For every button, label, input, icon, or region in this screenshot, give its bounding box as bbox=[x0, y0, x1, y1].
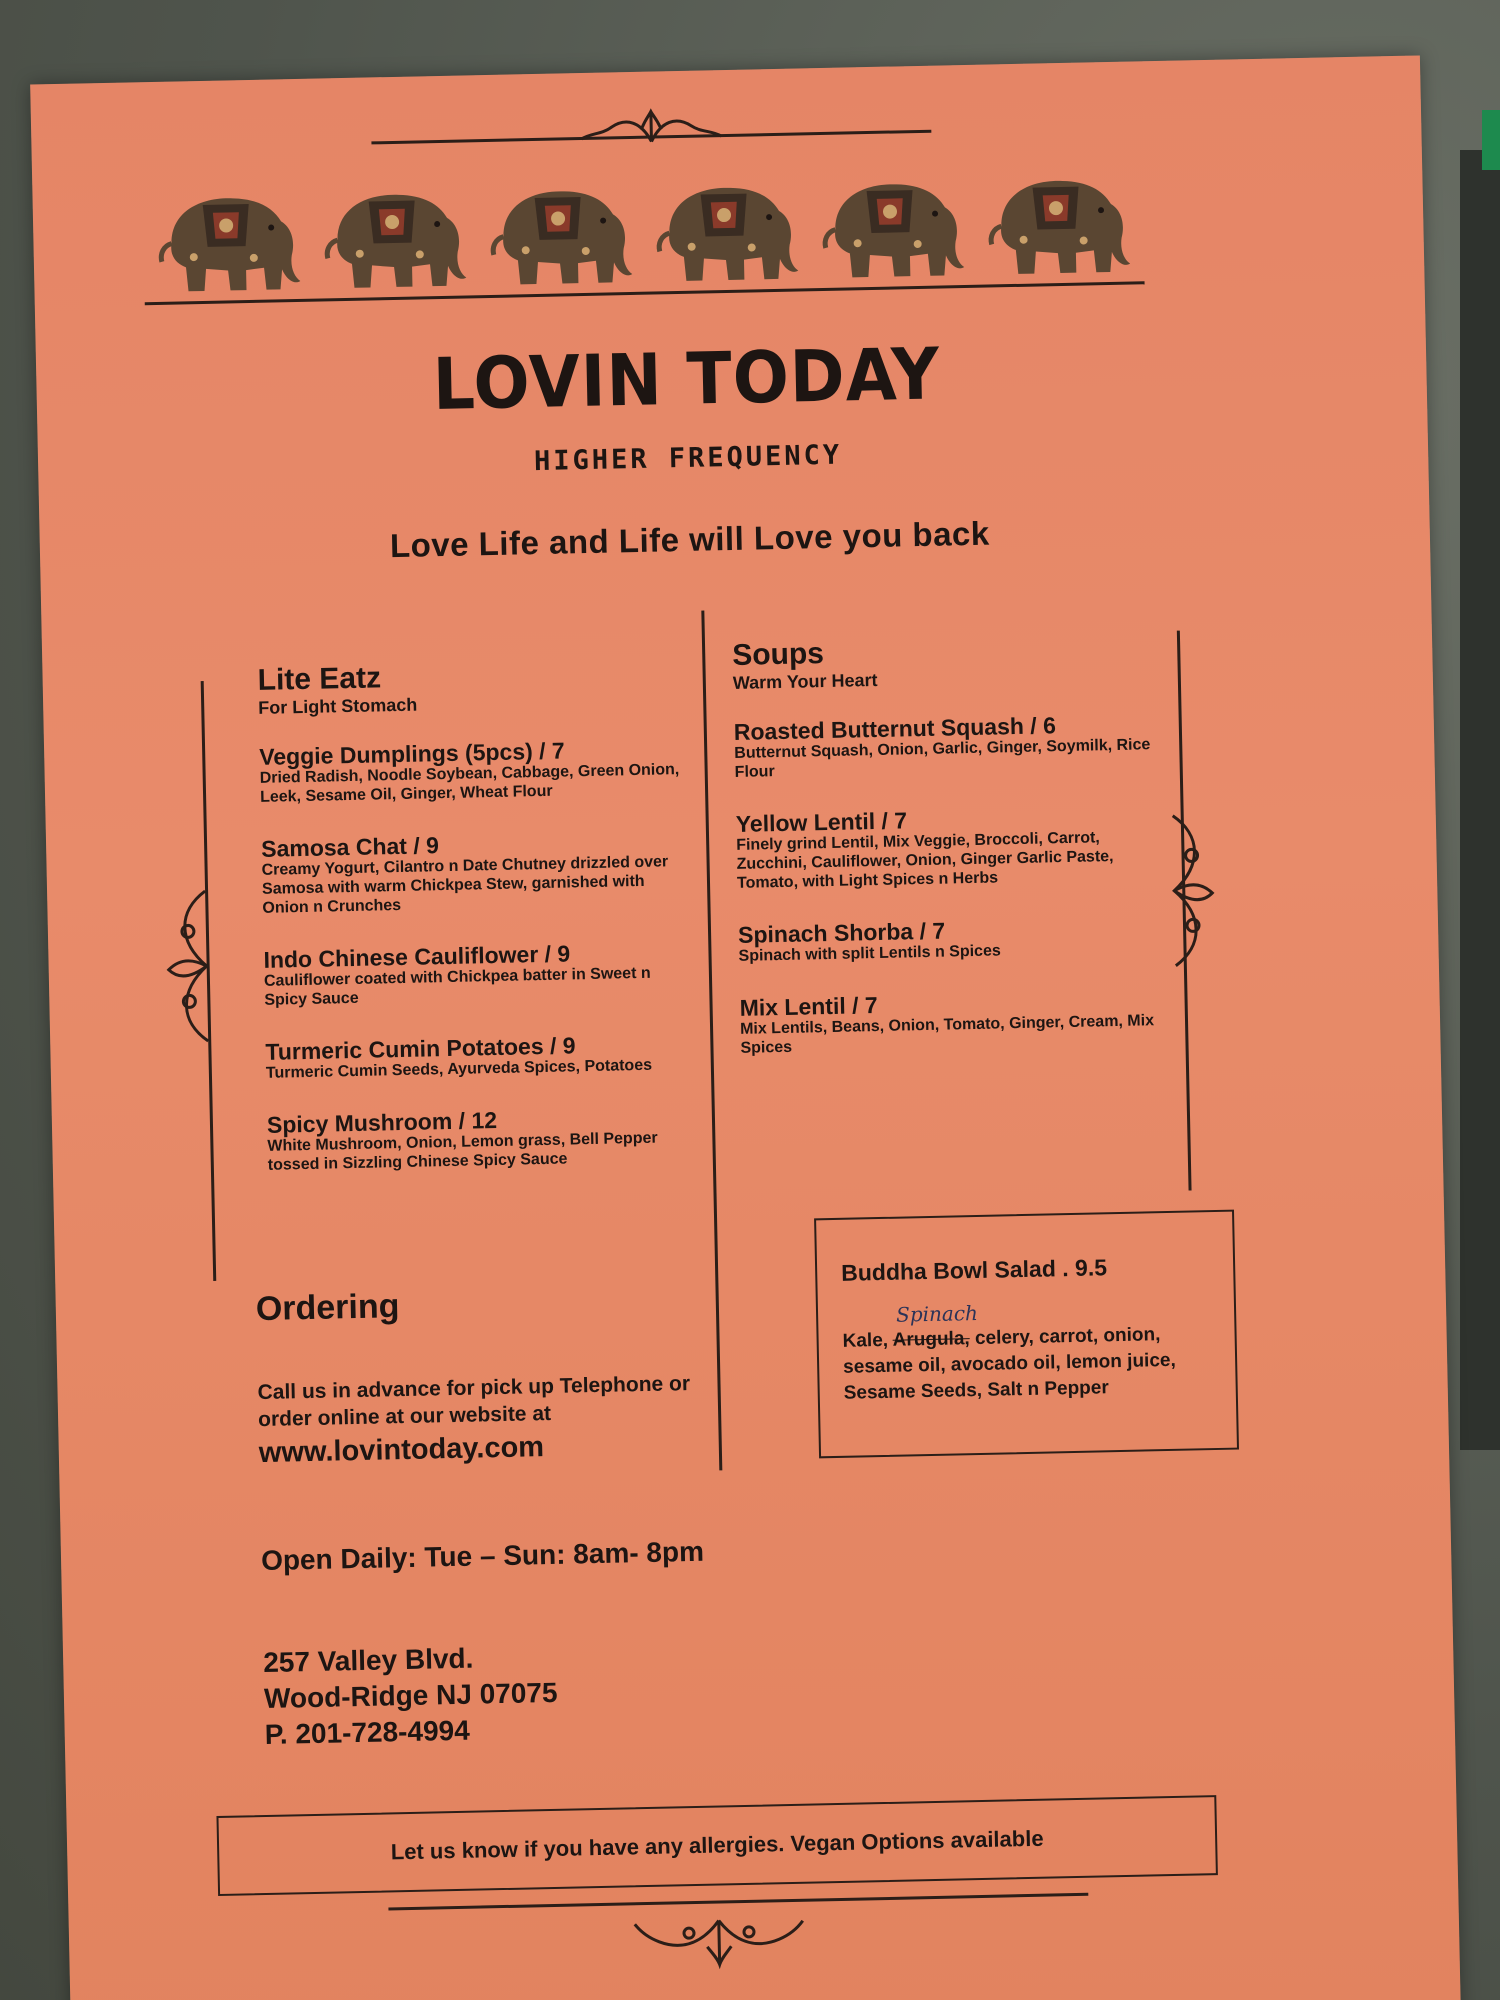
menu-item bbox=[261, 828, 683, 918]
ordering-title: Ordering bbox=[255, 1287, 400, 1329]
menu-sheet bbox=[30, 55, 1461, 2000]
menu-item bbox=[738, 914, 1159, 966]
menu-item bbox=[734, 711, 1155, 782]
salad-box bbox=[814, 1210, 1239, 1459]
handwritten-note: Spinach bbox=[895, 1300, 979, 1327]
item-desc: Finely grind Lentil, Mix Veggie, Broccoli, Carrot, Zucchini, Cauliflower, Onion, Ginger Garlic Paste, Tomato, with Light Spices n Herbs bbox=[736, 829, 1114, 892]
elephant-icon bbox=[152, 181, 304, 302]
ordering-text: Call us in advance for pick up Telephone or order online at our website at bbox=[257, 1372, 691, 1432]
left-flourish-icon bbox=[157, 881, 221, 1052]
elephant-icon bbox=[318, 177, 470, 298]
item-name: Yellow Lentil / 7 bbox=[735, 807, 908, 837]
elephant-icon bbox=[982, 163, 1134, 284]
menu-item bbox=[259, 736, 680, 807]
tagline: Love Life and Life will Love you back bbox=[389, 514, 991, 565]
bottom-flourish-icon bbox=[629, 1909, 810, 1973]
salad-desc-start: Kale, bbox=[842, 1329, 893, 1352]
ordering-section bbox=[255, 1280, 739, 1470]
item-desc: White Mushroom, Onion, Lemon grass, Bell Pepper tossed in Sizzling Chinese Spicy Sauce bbox=[267, 1129, 658, 1174]
section-title: Soups bbox=[731, 637, 825, 672]
phone-number: P. 201-728-4994 bbox=[264, 1714, 471, 1751]
address-line2: Wood-Ridge NJ 07075 bbox=[263, 1676, 558, 1715]
item-name: Indo Chinese Cauliflower / 9 bbox=[263, 940, 571, 973]
item-name: Roasted Butternut Squash / 6 bbox=[733, 712, 1057, 745]
green-object bbox=[1482, 110, 1500, 170]
bottom-rule bbox=[388, 1893, 1088, 1911]
item-desc: Creamy Yogurt, Cilantro n Date Chutney drizzled over Samosa with warm Chickpea Stew, garnished with Onion n Crunches bbox=[261, 853, 669, 917]
item-name: Spicy Mushroom / 12 bbox=[266, 1107, 498, 1138]
elephant-icon bbox=[816, 167, 968, 288]
elephant-icon bbox=[484, 174, 636, 295]
address-block bbox=[263, 1639, 559, 1753]
allergy-notice: Let us know if you have any allergies. Vegan Options available bbox=[216, 1795, 1217, 1896]
menu-item bbox=[736, 803, 1158, 893]
item-desc: Dried Radish, Noodle Soybean, Cabbage, Green Onion, Leek, Sesame Oil, Ginger, Wheat Flour bbox=[259, 761, 680, 806]
elephant-icon bbox=[650, 170, 802, 291]
salad-desc-rest: celery, carrot, onion, sesame oil, avocado oil, lemon juice, Sesame Seeds, Salt n Pepper bbox=[842, 1324, 1176, 1404]
section-subtitle: For Light Stomach bbox=[258, 694, 418, 718]
restaurant-subtitle: HIGHER FREQUENCY bbox=[533, 439, 843, 478]
item-desc: Turmeric Cumin Seeds, Ayurveda Spices, Potatoes bbox=[265, 1056, 653, 1082]
menu-item bbox=[265, 1031, 686, 1083]
website-link[interactable]: www.lovintoday.com bbox=[258, 1431, 545, 1470]
opening-hours: Open Daily: Tue – Sun: 8am- 8pm bbox=[260, 1535, 705, 1577]
item-name: Veggie Dumplings (5pcs) / 7 bbox=[259, 737, 565, 770]
section-title: Lite Eatz bbox=[257, 661, 382, 697]
lite-eatz-section bbox=[257, 656, 688, 1205]
item-name: Spinach Shorba / 7 bbox=[737, 917, 946, 948]
salad-desc bbox=[842, 1300, 1216, 1407]
section-subtitle: Warm Your Heart bbox=[732, 669, 878, 693]
menu-item bbox=[263, 939, 684, 1010]
item-name: Mix Lentil / 7 bbox=[739, 992, 878, 1021]
soups-section bbox=[732, 631, 1161, 1088]
elephant-border bbox=[152, 151, 1135, 301]
menu-item bbox=[739, 987, 1160, 1058]
struck-ingredient: Arugula, bbox=[892, 1328, 970, 1351]
item-name: Turmeric Cumin Potatoes / 9 bbox=[265, 1032, 576, 1065]
item-desc: Cauliflower coated with Chickpea batter in Sweet n Spicy Sauce bbox=[263, 964, 651, 1009]
menu-item bbox=[267, 1104, 688, 1175]
restaurant-title: LOVIN TODAY bbox=[431, 332, 941, 427]
right-flourish-icon bbox=[1161, 805, 1225, 976]
item-desc: Spinach with split Lentils n Spices bbox=[738, 942, 1001, 965]
table-edge bbox=[1460, 150, 1500, 1450]
salad-title: Buddha Bowl Salad . 9.5 bbox=[840, 1254, 1108, 1286]
item-desc: Butternut Squash, Onion, Garlic, Ginger, Soymilk, Rice Flour bbox=[734, 736, 1151, 781]
address-line1: 257 Valley Blvd. bbox=[262, 1642, 474, 1679]
item-name: Samosa Chat / 9 bbox=[260, 832, 440, 862]
top-flourish-icon bbox=[571, 100, 732, 153]
item-desc: Mix Lentils, Beans, Onion, Tomato, Ginger, Cream, Mix Spices bbox=[739, 1012, 1155, 1057]
